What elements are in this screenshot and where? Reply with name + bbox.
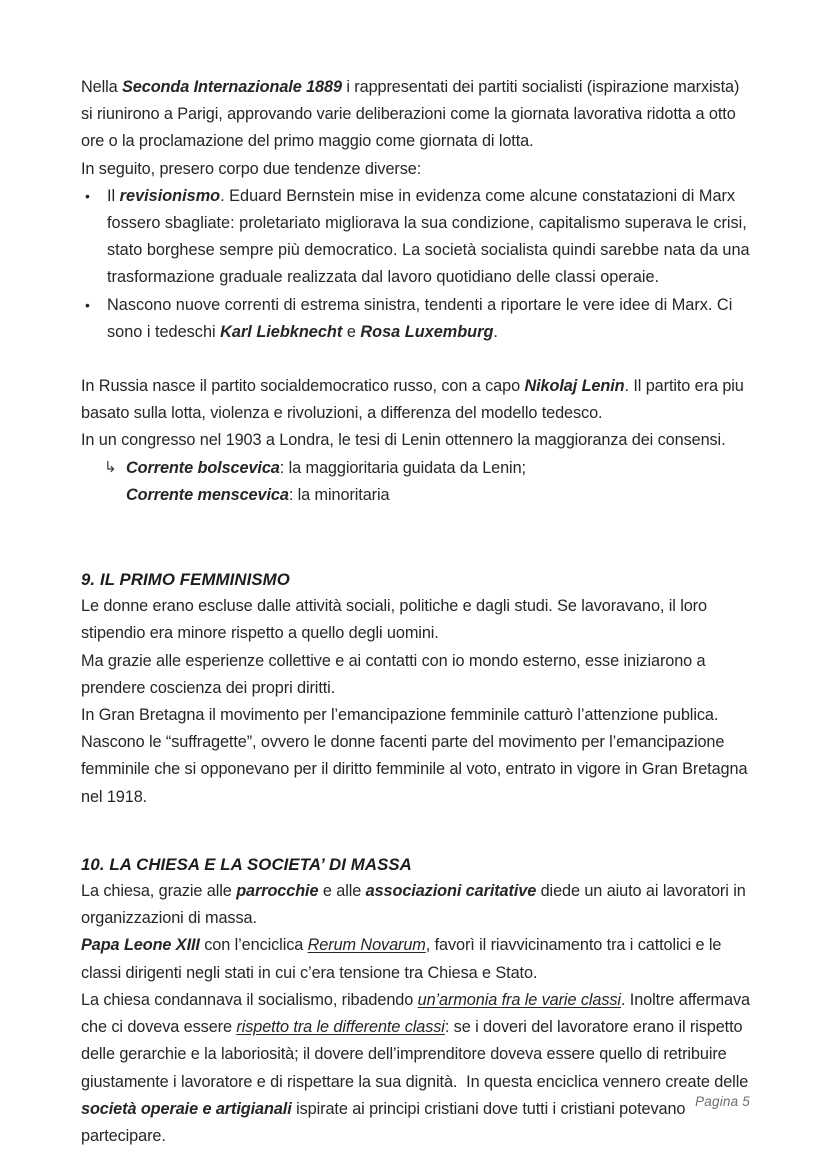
emphasis-associazioni-caritative: associazioni caritative: [365, 882, 537, 901]
emphasis-parrocchie: parrocchie: [236, 882, 319, 901]
paragraph-corrente-menscevica: [126, 482, 753, 509]
paragraph-seconda-internazionale: [81, 74, 753, 156]
text-run: ispirate ai principi cristiani dove tutti i cristiani potevano partecipare.: [81, 1099, 686, 1145]
paragraph-suffragette: Nascono le “suffragette”, ovvero le donne facenti parte del movimento per l’emancipazione femminile che si opponevano per il diritto femminile al voto, entrato in vigore in Gran Bretagna nel 1918.: [81, 733, 748, 806]
list-item: [81, 183, 753, 292]
text-run: In Russia nasce il partito socialdemocratico russo, con a capo: [81, 377, 525, 396]
emphasis-corrente-menscevica: Corrente menscevica: [126, 485, 289, 504]
text-run: . Il partito era piu basato sulla lotta, violenza e rivoluzioni, a differenza del modello tedesco.: [81, 377, 744, 423]
paragraph-congresso-1903: In un congresso nel 1903 a Londra, le tesi di Lenin ottennero la maggioranza dei consensi.: [81, 431, 726, 450]
text-run: .: [493, 322, 498, 341]
emphasis-rispetto-differente-classi: rispetto tra le differente classi: [236, 1018, 445, 1037]
paragraph-corrente-bolscevica: [126, 455, 753, 482]
text-run: : la minoritaria: [288, 485, 390, 504]
text-run: e alle: [318, 882, 366, 901]
text-run: : se i doveri del lavoratore erano il rispetto delle gerarchie e la laboriosità; il dovere dell’imprenditore doveva essere quello di retribuire giustamente i lavoratore e di rispettare la sua dignità. In questa enciclica vennero create delle: [81, 1018, 749, 1091]
corner-arrow-icon: ↳: [104, 457, 117, 476]
list-item: [81, 292, 753, 346]
text-run: . Eduard Bernstein mise in evidenza come alcune constatazioni di Marx fossero sbagliate: proletariato migliorava la sua condizione, capitalismo superava le crisi, stato borghese sempre più democratico. La società socialista quindi sarebbe nata da una trasformazione graduale realizzata dal lavoro quotidiano delle classi operaie.: [107, 186, 750, 287]
emphasis-papa-leone-xiii: Papa Leone XIII: [81, 936, 200, 955]
text-run: i rappresentati dei partiti socialisti (ispirazione marxista) si riunirono a Parigi, approvando varie deliberazioni come la giornata lavorativa ridotta a otto ore o la proclamazione del primo maggio come giornata di lotta.: [81, 78, 740, 151]
text-run: La chiesa condannava il socialismo, ribadendo: [81, 990, 418, 1009]
emphasis-karl-liebknecht: Karl Liebknecht: [220, 322, 343, 341]
text-run: : la maggioritaria guidata da Lenin;: [279, 458, 526, 477]
text-run: con l’enciclica: [199, 936, 308, 955]
page-footer: [0, 1093, 828, 1111]
spacer: [81, 346, 753, 373]
paragraph-donne-escluse: Le donne erano escluse dalle attività sociali, politiche e dagli studi. Se lavoravano, il loro stipendio era minore rispetto a quello degli uomini.: [81, 597, 707, 643]
spacer: [81, 509, 753, 566]
bullet-list-tendenze: [81, 183, 753, 346]
document-body: [81, 74, 753, 1150]
text-run: , favorì il riavvicinamento tra i cattolici e le classi dirigenti negli stati in cui c’era tensione tra Chiesa e Stato.: [81, 936, 722, 982]
paragraph-tendenze-diverse: In seguito, presero corpo due tendenze diverse:: [81, 159, 422, 178]
text-run: La chiesa, grazie alle: [81, 882, 237, 901]
emphasis-rerum-novarum: Rerum Novarum: [307, 936, 426, 955]
emphasis-societa-operaie-artigianali: società operaie e artigianali: [81, 1099, 292, 1118]
emphasis-rosa-luxemburg: Rosa Luxemburg: [360, 322, 494, 341]
paragraph-condanna-socialismo: [81, 987, 753, 1150]
text-run: Nella: [81, 78, 123, 96]
text-run: e: [342, 322, 361, 341]
paragraph-chiesa-parrocchie: [81, 878, 753, 932]
emphasis-corrente-bolscevica: Corrente bolscevica: [126, 458, 280, 477]
paragraph-gran-bretagna-movimento: In Gran Bretagna il movimento per l’emancipazione femminile catturò l’attenzione publica.: [81, 706, 719, 725]
emphasis-seconda-internazionale: Seconda Internazionale 1889: [122, 78, 342, 96]
spacer: [81, 811, 753, 851]
text-run: Nascono nuove correnti di estrema sinistra, tendenti a riportare le vere idee di Marx. Ci sono i tedeschi: [107, 295, 733, 341]
emphasis-armonia-varie-classi: un’armonia fra le varie classi: [417, 990, 621, 1009]
page-number-label: Pagina 5: [695, 1094, 750, 1109]
section-heading-primo-femminismo: 9. IL PRIMO FEMMINISMO: [81, 570, 290, 590]
emphasis-revisionismo: revisionismo: [119, 186, 221, 205]
section-heading-chiesa-societa: 10. LA CHIESA E LA SOCIETA’ DI MASSA: [81, 854, 412, 874]
paragraph-esperienze-collettive: Ma grazie alle esperienze collettive e ai contatti con io mondo esterno, esse iniziarono a prendere coscienza dei propri diritti.: [81, 651, 706, 697]
paragraph-papa-leone-xiii: [81, 932, 753, 986]
sub-block-correnti: [104, 455, 753, 509]
text-run: Il: [107, 186, 120, 205]
paragraph-russia-partito: [81, 373, 753, 427]
text-run: . Inoltre affermava che ci doveva essere: [81, 990, 750, 1037]
emphasis-nikolaj-lenin: Nikolaj Lenin: [524, 377, 625, 396]
text-run: diede un aiuto ai lavoratori in organizzazioni di massa.: [81, 882, 746, 928]
